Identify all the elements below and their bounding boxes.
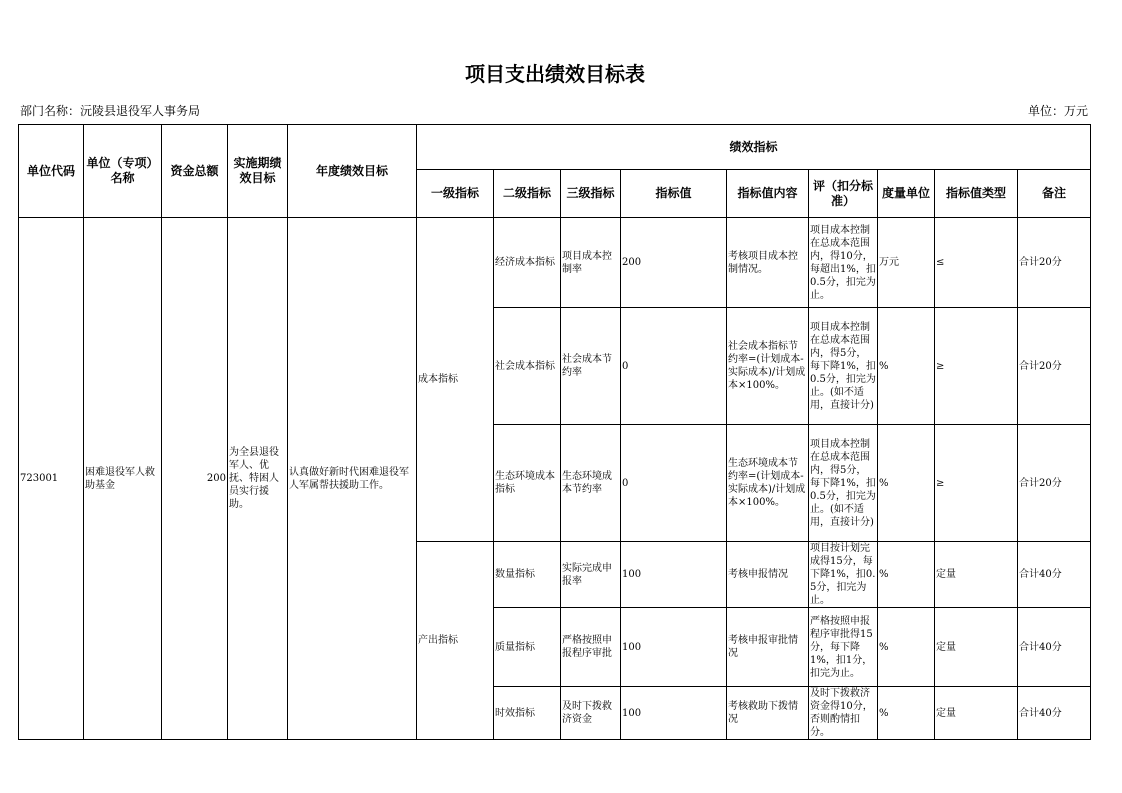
unit-code-cell: 723001 xyxy=(19,218,84,740)
measure-unit-cell: % xyxy=(878,542,935,608)
value-content-cell: 考核救助下拨情况 xyxy=(727,687,809,740)
total-funds-cell: 200 xyxy=(162,218,228,740)
value-cell: 100 xyxy=(621,542,727,608)
header-annual-goal: 年度绩效目标 xyxy=(288,125,417,218)
header-row-1 xyxy=(19,125,1091,170)
period-goal-cell: 为全县退役军人、优抚、特困人员实行援助。 xyxy=(228,218,288,740)
level1-cell: 成本指标 xyxy=(417,218,494,542)
header-level1: 一级指标 xyxy=(417,170,494,218)
unit-name-cell: 困难退役军人救助基金 xyxy=(84,218,162,740)
level2-cell: 经济成本指标 xyxy=(494,218,561,308)
remark-cell: 合计40分 xyxy=(1018,542,1091,608)
measure-unit-cell: % xyxy=(878,608,935,687)
score-cell: 项目成本控制在总成本范围内，得10分，每超出1%，扣0.5分，扣完为止。 xyxy=(809,218,878,308)
value-type-cell: 定量 xyxy=(935,608,1018,687)
remark-cell: 合计20分 xyxy=(1018,218,1091,308)
value-type-cell: ≥ xyxy=(935,425,1018,542)
measure-unit-cell: % xyxy=(878,425,935,542)
value-type-cell: 定量 xyxy=(935,542,1018,608)
score-cell: 项目成本控制在总成本范围内，得5分，每下降1%，扣0.5分，扣完为止。(如不适用，直接计分) xyxy=(809,308,878,425)
header-unit-name: 单位（专项）名称 xyxy=(84,125,162,218)
level2-cell: 社会成本指标 xyxy=(494,308,561,425)
department-name: 部门名称：沅陵县退役军人事务局 xyxy=(20,104,201,118)
level1-cell: 产出指标 xyxy=(417,542,494,740)
score-cell: 项目成本控制在总成本范围内，得5分，每下降1%，扣0.5分，扣完为止。(如不适用，直接计分) xyxy=(809,425,878,542)
remark-cell: 合计20分 xyxy=(1018,308,1091,425)
page-title: 项目支出绩效目标表 xyxy=(465,62,645,86)
level3-cell: 实际完成申报率 xyxy=(561,542,621,608)
header-value-type: 指标值类型 xyxy=(935,170,1018,218)
table-row xyxy=(19,218,1091,308)
performance-target-table xyxy=(18,124,1091,740)
level2-cell: 生态环境成本指标 xyxy=(494,425,561,542)
header-level3: 三级指标 xyxy=(561,170,621,218)
value-type-cell: ≥ xyxy=(935,308,1018,425)
value-cell: 0 xyxy=(621,425,727,542)
level2-cell: 数量指标 xyxy=(494,542,561,608)
header-value-content: 指标值内容 xyxy=(727,170,809,218)
header-remark: 备注 xyxy=(1018,170,1091,218)
level3-cell: 严格按照申报程序审批 xyxy=(561,608,621,687)
measure-unit-cell: 万元 xyxy=(878,218,935,308)
header-value: 指标值 xyxy=(621,170,727,218)
header-period-goal: 实施期绩效目标 xyxy=(228,125,288,218)
currency-unit: 单位：万元 xyxy=(1027,104,1088,118)
header-total-funds: 资金总额 xyxy=(162,125,228,218)
level3-cell: 生态环境成本节约率 xyxy=(561,425,621,542)
value-type-cell: ≤ xyxy=(935,218,1018,308)
value-cell: 100 xyxy=(621,608,727,687)
level3-cell: 社会成本节约率 xyxy=(561,308,621,425)
remark-cell: 合计20分 xyxy=(1018,425,1091,542)
measure-unit-cell: % xyxy=(878,687,935,740)
value-cell: 0 xyxy=(621,308,727,425)
level2-cell: 质量指标 xyxy=(494,608,561,687)
value-content-cell: 考核项目成本控制情况。 xyxy=(727,218,809,308)
remark-cell: 合计40分 xyxy=(1018,608,1091,687)
header-unit-code: 单位代码 xyxy=(19,125,84,218)
level3-cell: 项目成本控制率 xyxy=(561,218,621,308)
remark-cell: 合计40分 xyxy=(1018,687,1091,740)
value-cell: 200 xyxy=(621,218,727,308)
score-cell: 项目按计划完成得15分，每下降1%，扣0.5分，扣完为止。 xyxy=(809,542,878,608)
header-measure-unit: 度量单位 xyxy=(878,170,935,218)
score-cell: 严格按照申报程序审批得15分，每下降1%，扣1分，扣完为止。 xyxy=(809,608,878,687)
value-content-cell: 社会成本指标节约率=(计划成本-实际成本)/计划成本×100%。 xyxy=(727,308,809,425)
value-type-cell: 定量 xyxy=(935,687,1018,740)
value-content-cell: 考核申报情况 xyxy=(727,542,809,608)
level3-cell: 及时下拨救济资金 xyxy=(561,687,621,740)
annual-goal-cell: 认真做好新时代困难退役军人军属帮扶援助工作。 xyxy=(288,218,417,740)
value-content-cell: 生态环境成本节约率=(计划成本-实际成本)/计划成本×100%。 xyxy=(727,425,809,542)
measure-unit-cell: % xyxy=(878,308,935,425)
header-performance-indicators: 绩效指标 xyxy=(417,125,1091,170)
value-cell: 100 xyxy=(621,687,727,740)
header-score: 评（扣分标准） xyxy=(809,170,878,218)
level2-cell: 时效指标 xyxy=(494,687,561,740)
score-cell: 及时下拨救济资金得10分，否则酌情扣分。 xyxy=(809,687,878,740)
header-level2: 二级指标 xyxy=(494,170,561,218)
value-content-cell: 考核申报审批情况 xyxy=(727,608,809,687)
